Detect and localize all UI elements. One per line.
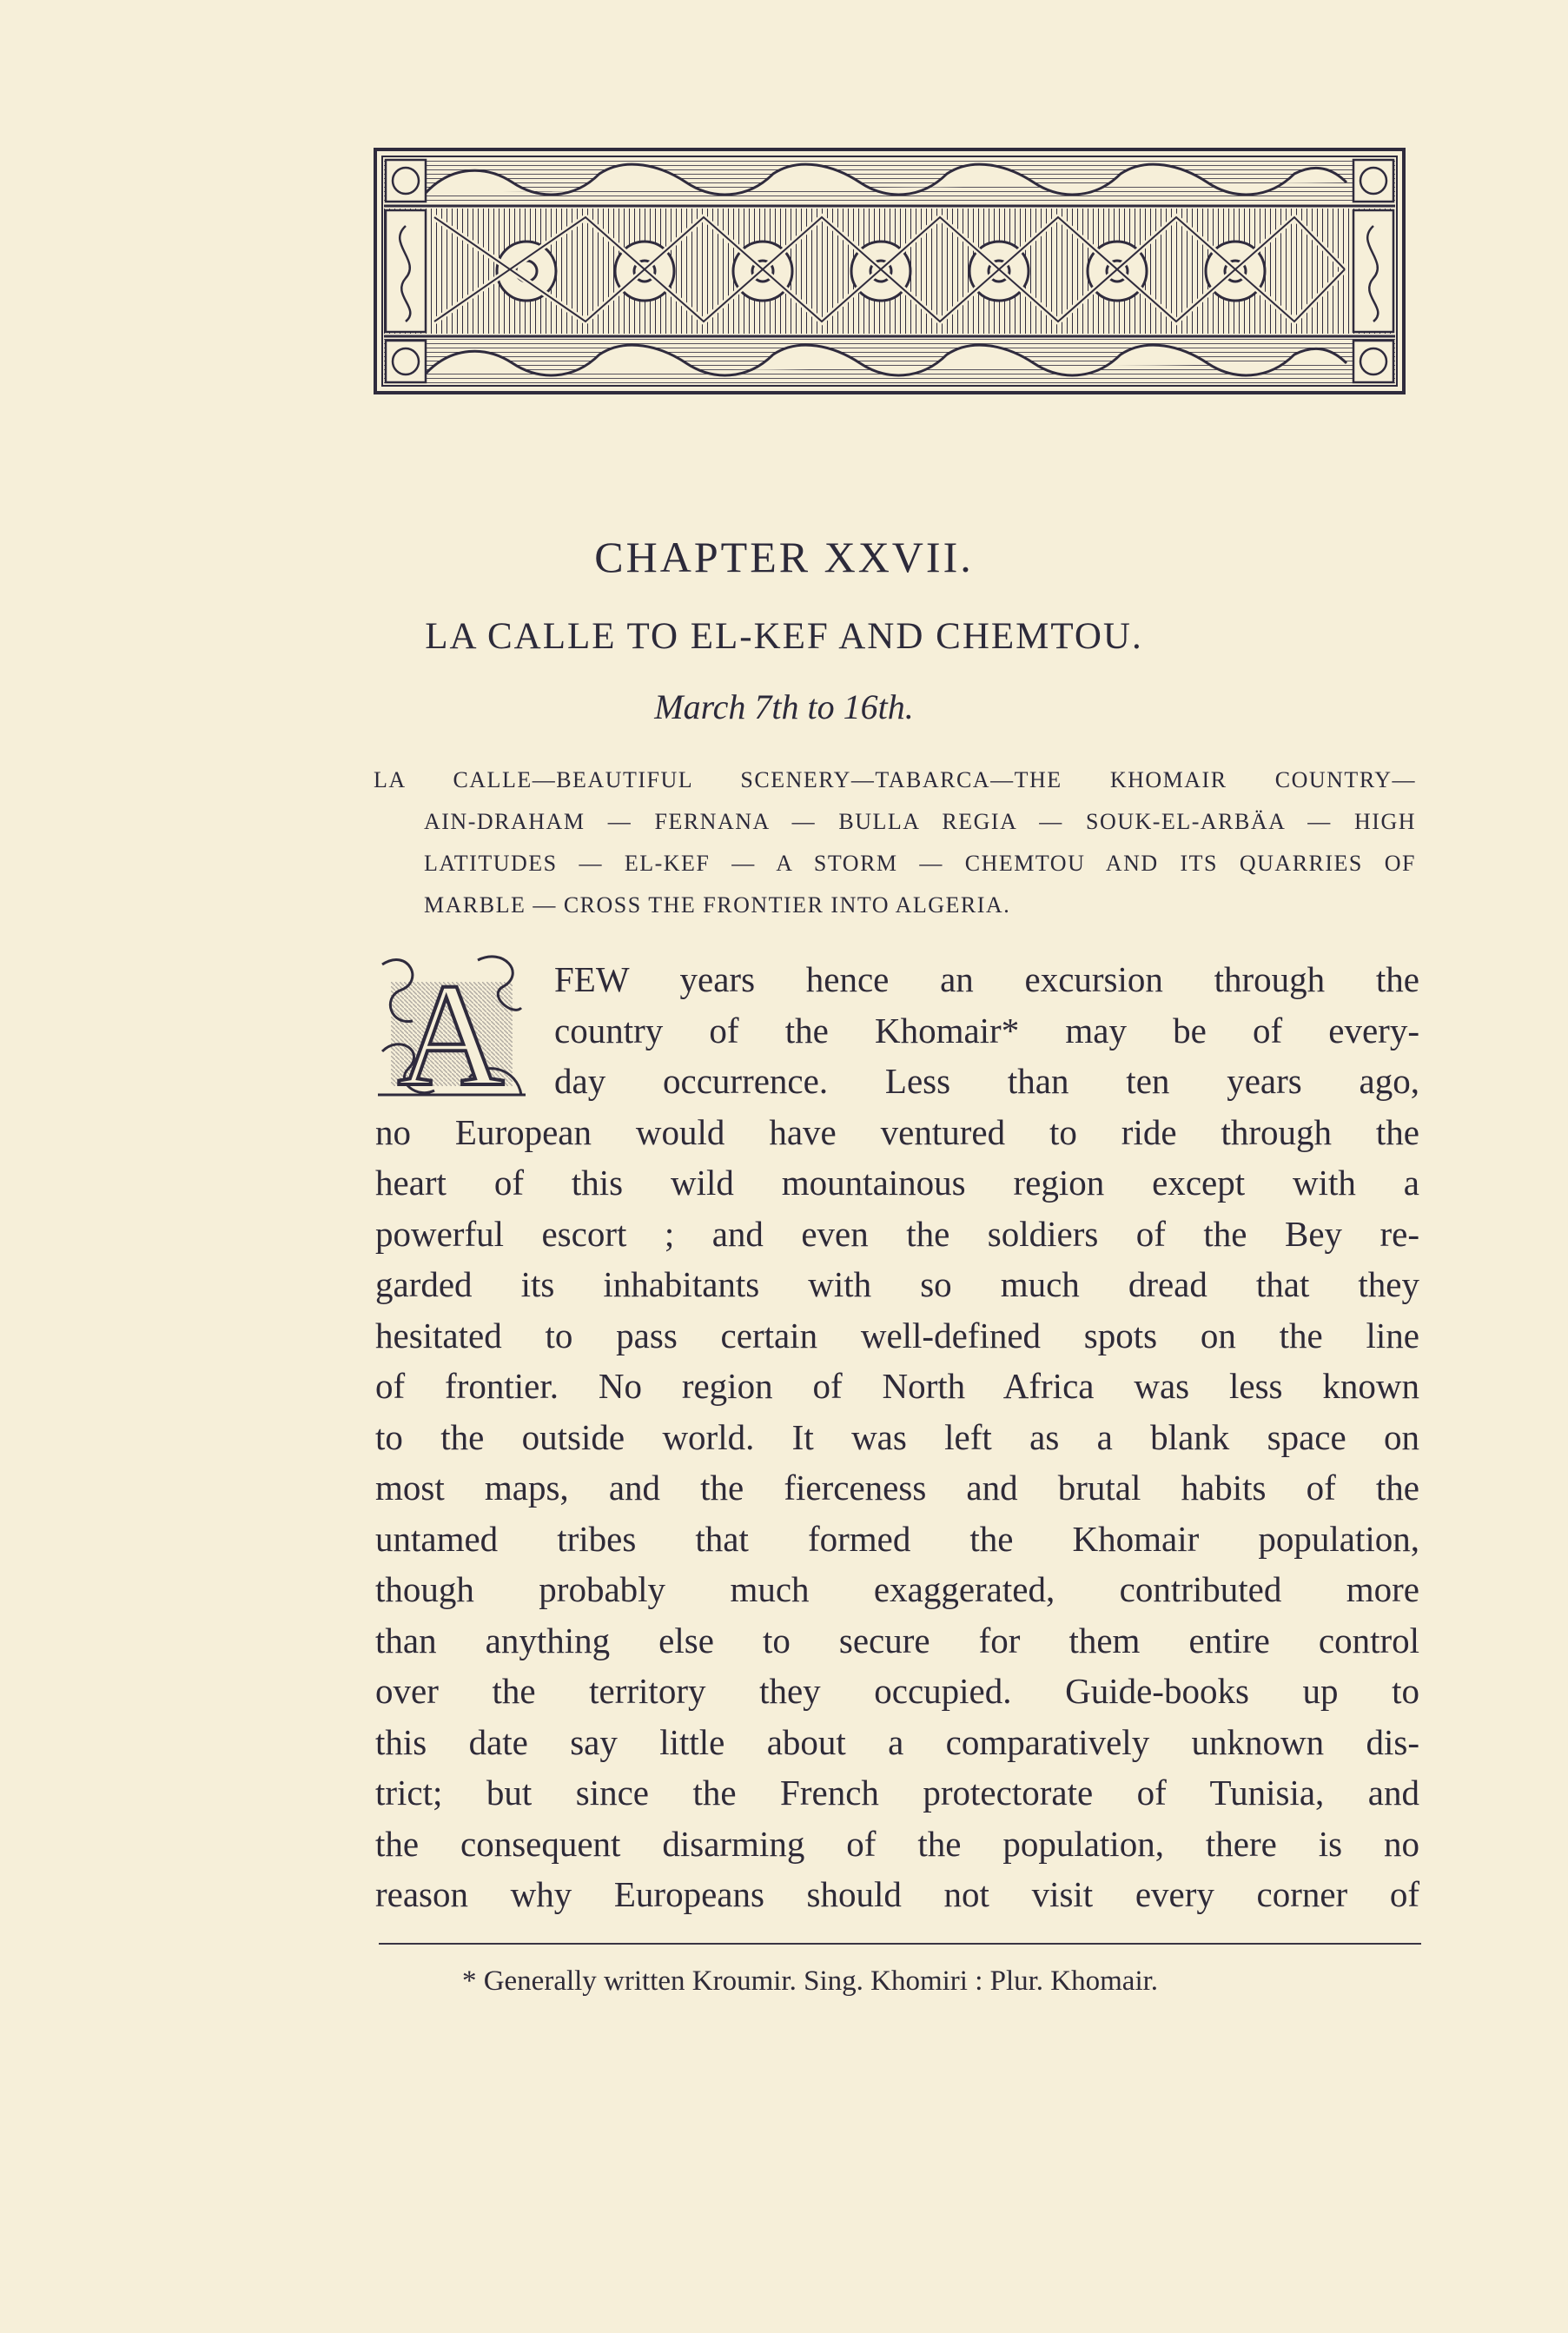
text-line: most maps, and the fierceness and brutal habits of the [375,1468,1419,1508]
ornamental-headpiece [374,148,1406,394]
text-line: no European would have ventured to ride through the [375,1111,1419,1152]
body-paragraph [375,954,1419,1920]
text-line: this date say little about a comparatively unknown dis- [375,1721,1419,1762]
text-line: of frontier. No region of North Africa was less known [375,1366,1419,1406]
drop-cap-letter: A [397,953,505,1104]
text-line: untamed tribes that formed the Khomair population, [375,1518,1419,1559]
text-line: powerful escort ; and even the soldiers of the Bey re- [375,1213,1419,1254]
synopsis-line: AIN-DRAHAM — FERNANA — BULLA REGIA — SOUK-EL-ARBÄA — HIGH [424,809,1416,834]
text-line: over the territory they occupied. Guide-books up to [375,1671,1419,1711]
footnote-rule [379,1943,1421,1945]
text-line: day occurrence. Less than ten years ago, [554,1061,1419,1101]
chapter-title: CHAPTER XXVII. [594,533,974,581]
synopsis-line: LATITUDES — EL-KEF — A STORM — CHEMTOU AND ITS QUARRIES OF [424,851,1416,876]
chapter-subtitle: LA CALLE TO EL-KEF AND CHEMTOU. [425,616,1143,657]
text-line: garded its inhabitants with so much dread that they [375,1264,1419,1304]
synopsis-line: MARBLE — CROSS THE FRONTIER INTO ALGERIA. [424,892,1011,918]
text-line: reason why Europeans should not visit every corner of [375,1874,1419,1914]
text-line: though probably much exaggerated, contributed more [375,1569,1419,1609]
text-line: to the outside world. It was left as a blank space on [375,1416,1419,1457]
chapter-dates: March 7th to 16th. [654,687,914,726]
text-line: the consequent disarming of the population, there is no [375,1823,1419,1864]
chapter-synopsis [374,759,1416,926]
synopsis-line: LA CALLE—BEAUTIFUL SCENERY—TABARCA—THE KHOMAIR COUNTRY— [374,767,1416,792]
text-line: heart of this wild mountainous region except with a [375,1163,1419,1203]
text-line: FEW years hence an excursion through the [554,959,1419,999]
footnote: * Generally written Kroumir. Sing. Khomiri : Plur. Khomair. [461,1965,1159,1997]
text-line: trict; but since the French protectorate of Tunisia, and [375,1773,1419,1813]
text-line: country of the Khomair* may be of every- [554,1010,1419,1051]
text-line: than anything else to secure for them entire control [375,1620,1419,1660]
text-line: hesitated to pass certain well-defined spots on the line [375,1315,1419,1355]
